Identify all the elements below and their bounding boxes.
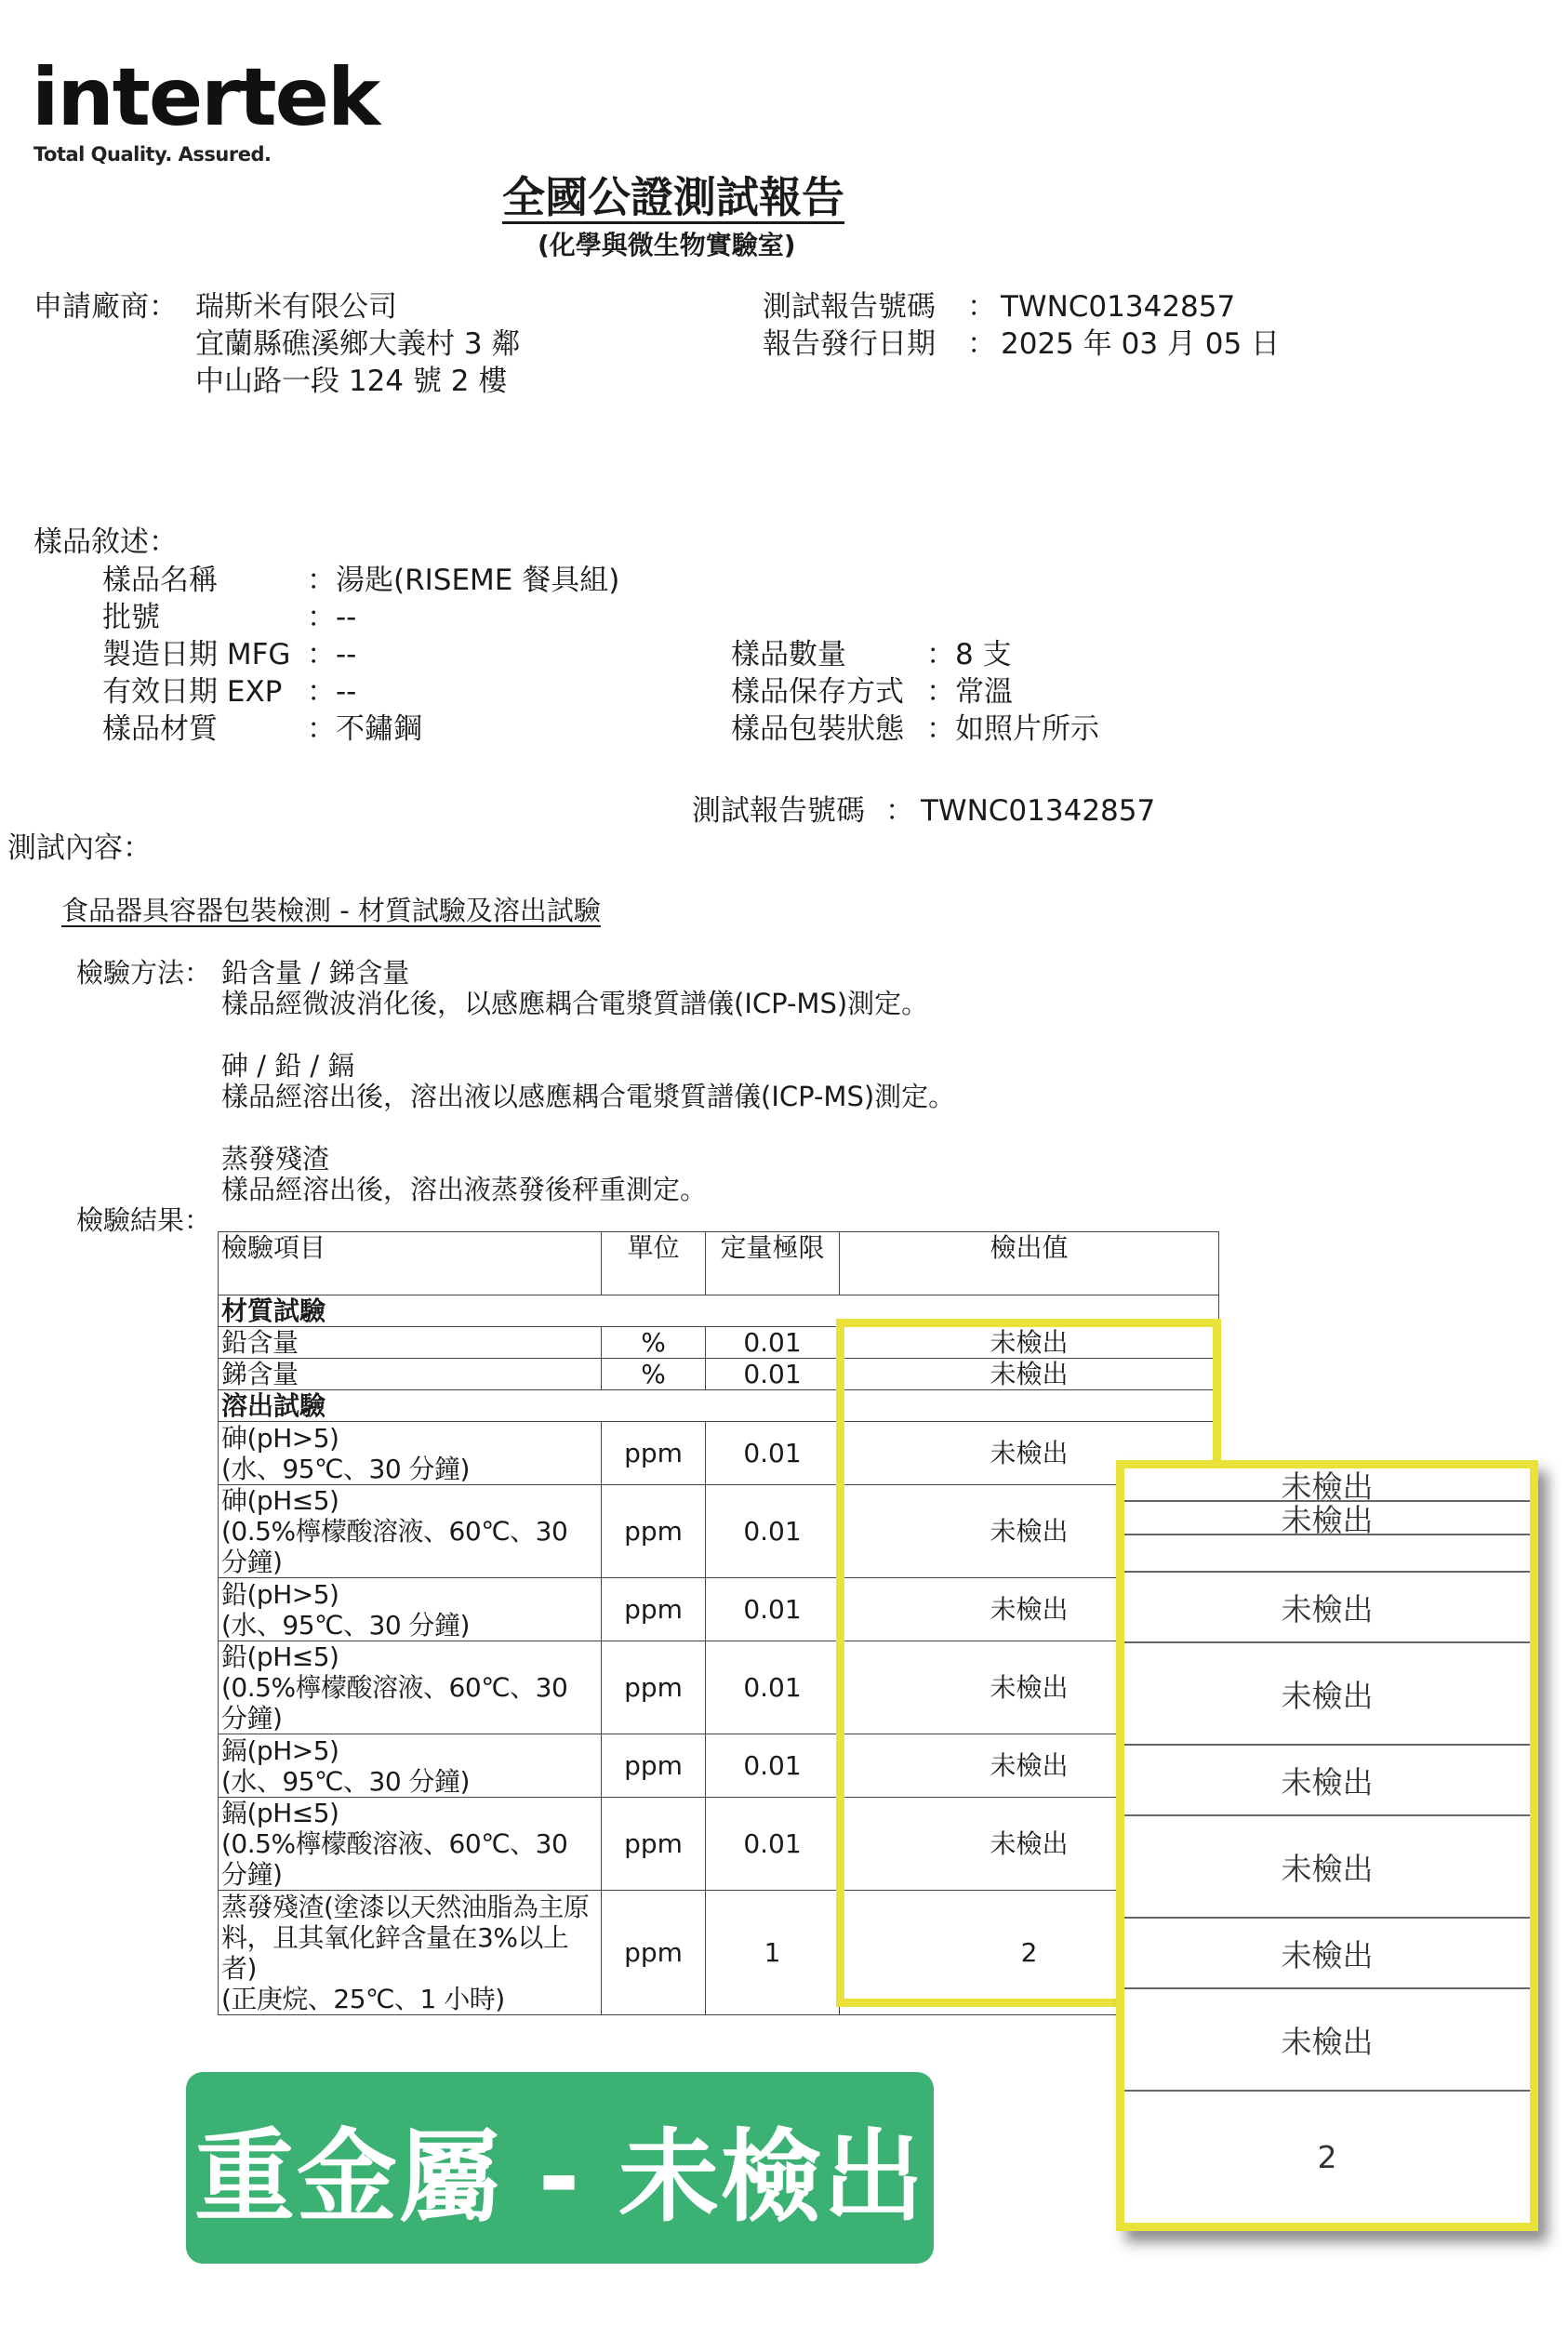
test-heading: 測試內容： <box>7 831 152 865</box>
row-loq: 0.01 <box>706 1359 840 1390</box>
intertek-logo: intertek <box>32 51 379 144</box>
header-result: 檢出值 <box>840 1232 1219 1295</box>
sample-field-value: ：不鏽鋼 <box>307 712 422 746</box>
row-loq: 0.01 <box>706 1734 840 1798</box>
row-loq: 0.01 <box>706 1485 840 1578</box>
zoom-value: 未檢出 <box>1124 1468 1530 1502</box>
row-item: 砷(pH≤5) (0.5%檸檬酸溶液、60℃、30 分鐘) <box>219 1485 602 1578</box>
sample-field-label: 樣品包裝狀態 <box>731 712 904 746</box>
result-label: 檢驗結果： <box>76 1204 212 1236</box>
row-item: 鎘(pH>5) (水、95℃、30 分鐘) <box>219 1734 602 1798</box>
sample-heading: 樣品敘述： <box>33 525 178 559</box>
sample-field-label: 有效日期 EXP <box>102 675 283 709</box>
sample-field-label: 樣品保存方式 <box>731 675 904 709</box>
row-unit: ppm <box>602 1422 706 1485</box>
row-result: 2 <box>840 1891 1219 2015</box>
row-loq: 0.01 <box>706 1327 840 1359</box>
method-name: 鉛含量 / 銻含量 <box>221 957 410 989</box>
row-item: 鉛(pH>5) (水、95℃、30 分鐘) <box>219 1578 602 1641</box>
zoom-value: 未檢出 <box>1124 1989 1530 2092</box>
report-title: 全國公證測試報告 <box>502 172 844 222</box>
row-unit: ppm <box>602 1485 706 1578</box>
row-item: 銻含量 <box>219 1359 602 1390</box>
row-loq: 0.01 <box>706 1641 840 1734</box>
zoom-spacer <box>1124 1535 1530 1573</box>
row-unit: % <box>602 1327 706 1359</box>
method-desc: 樣品經微波消化後，以感應耦合電漿質譜儀(ICP-MS)測定。 <box>221 988 929 1019</box>
row-item: 鉛(pH≤5) (0.5%檸檬酸溶液、60℃、30 分鐘) <box>219 1641 602 1734</box>
row-unit: ppm <box>602 1734 706 1798</box>
method-label: 檢驗方法： <box>76 957 212 989</box>
result-zoom-callout <box>1116 1460 1538 2231</box>
report-date: 2025 年 03 月 05 日 <box>1001 327 1281 361</box>
report-number-sep: ： <box>967 290 996 324</box>
row-item: 砷(pH>5) (水、95℃、30 分鐘) <box>219 1422 602 1485</box>
zoom-value: 未檢出 <box>1124 1746 1530 1816</box>
applicant-address-1: 宜蘭縣礁溪鄉大義村 3 鄰 <box>195 327 521 361</box>
method-desc: 樣品經溶出後，溶出液以感應耦合電漿質譜儀(ICP-MS)測定。 <box>221 1081 956 1112</box>
sample-field-value: ：-- <box>307 638 357 671</box>
row-loq: 0.01 <box>706 1798 840 1891</box>
report-number: TWNC01342857 <box>1001 290 1236 324</box>
sample-field-value: ：-- <box>307 675 357 709</box>
sample-field-label: 批號 <box>102 601 160 634</box>
row-item: 蒸發殘渣(塗漆以天然油脂為主原料，且其氧化鋅含量在3%以上者) (正庚烷、25℃、1 小時) <box>219 1891 602 2015</box>
row-unit: % <box>602 1359 706 1390</box>
report-subtitle: (化學與微生物實驗室) <box>538 230 796 260</box>
row-unit: ppm <box>602 1798 706 1891</box>
table-header-row <box>219 1232 1219 1295</box>
section-material: 材質試驗 <box>219 1295 1219 1327</box>
row-unit: ppm <box>602 1578 706 1641</box>
zoom-value: 未檢出 <box>1124 1919 1530 1989</box>
sample-field-value: ：常溫 <box>926 675 1013 709</box>
sample-field-label: 樣品數量 <box>731 638 846 671</box>
row-loq: 0.01 <box>706 1422 840 1485</box>
sample-field-value: ：如照片所示 <box>926 712 1099 746</box>
zoom-value: 未檢出 <box>1124 1816 1530 1919</box>
method-name: 砷 / 鉛 / 鎘 <box>221 1050 355 1082</box>
row-result: 未檢出 <box>840 1327 1219 1359</box>
row-result: 未檢出 <box>840 1485 1219 1578</box>
sample-field-label: 製造日期 MFG <box>102 638 291 671</box>
report-date-label: 報告發行日期 <box>763 327 936 361</box>
header-item: 檢驗項目 <box>219 1232 602 1295</box>
logo-tagline: Total Quality. Assured. <box>33 143 272 166</box>
row-unit: ppm <box>602 1891 706 2015</box>
applicant-address-2: 中山路一段 124 號 2 樓 <box>195 365 508 398</box>
row-item: 鎘(pH≤5) (0.5%檸檬酸溶液、60℃、30 分鐘) <box>219 1798 602 1891</box>
sample-field-label: 樣品材質 <box>102 712 218 746</box>
row-loq: 1 <box>706 1891 840 2015</box>
sample-field-value: ：湯匙(RISEME 餐具組) <box>307 564 620 597</box>
row-result: 未檢出 <box>840 1578 1219 1641</box>
row-loq: 0.01 <box>706 1578 840 1641</box>
report-number-repeat-sep: ： <box>885 794 914 828</box>
row-result: 未檢出 <box>840 1798 1219 1891</box>
zoom-value: 未檢出 <box>1124 1643 1530 1746</box>
sample-field-value: ：8 支 <box>926 638 1012 671</box>
row-item: 鉛含量 <box>219 1327 602 1359</box>
row-unit: ppm <box>602 1641 706 1734</box>
method-name: 蒸發殘渣 <box>221 1143 330 1175</box>
row-result: 未檢出 <box>840 1359 1219 1390</box>
report-number-repeat: TWNC01342857 <box>921 794 1156 828</box>
row-result: 未檢出 <box>840 1734 1219 1798</box>
report-number-label: 測試報告號碼 <box>763 290 936 324</box>
zoom-value: 未檢出 <box>1124 1573 1530 1643</box>
method-desc: 樣品經溶出後，溶出液蒸發後秤重測定。 <box>221 1174 708 1205</box>
header-loq: 定量極限 <box>706 1232 840 1295</box>
row-result: 未檢出 <box>840 1641 1219 1734</box>
zoom-value: 2 <box>1317 2139 1337 2175</box>
report-number-repeat-label: 測試報告號碼 <box>692 794 865 828</box>
report-date-sep: ： <box>967 327 996 361</box>
test-title: 食品器具容器包裝檢測 - 材質試驗及溶出試驗 <box>61 895 601 926</box>
zoom-value: 未檢出 <box>1124 1502 1530 1535</box>
applicant-name: 瑞斯米有限公司 <box>195 290 397 324</box>
heavy-metal-banner: 重金屬 - 未檢出 <box>186 2072 934 2264</box>
sample-field-label: 樣品名稱 <box>102 564 218 597</box>
applicant-label: 申請廠商： <box>33 290 178 324</box>
section-migration: 溶出試驗 <box>219 1390 1219 1422</box>
header-unit: 單位 <box>602 1232 706 1295</box>
row-result: 未檢出 <box>840 1422 1219 1485</box>
sample-field-value: ：-- <box>307 601 357 634</box>
